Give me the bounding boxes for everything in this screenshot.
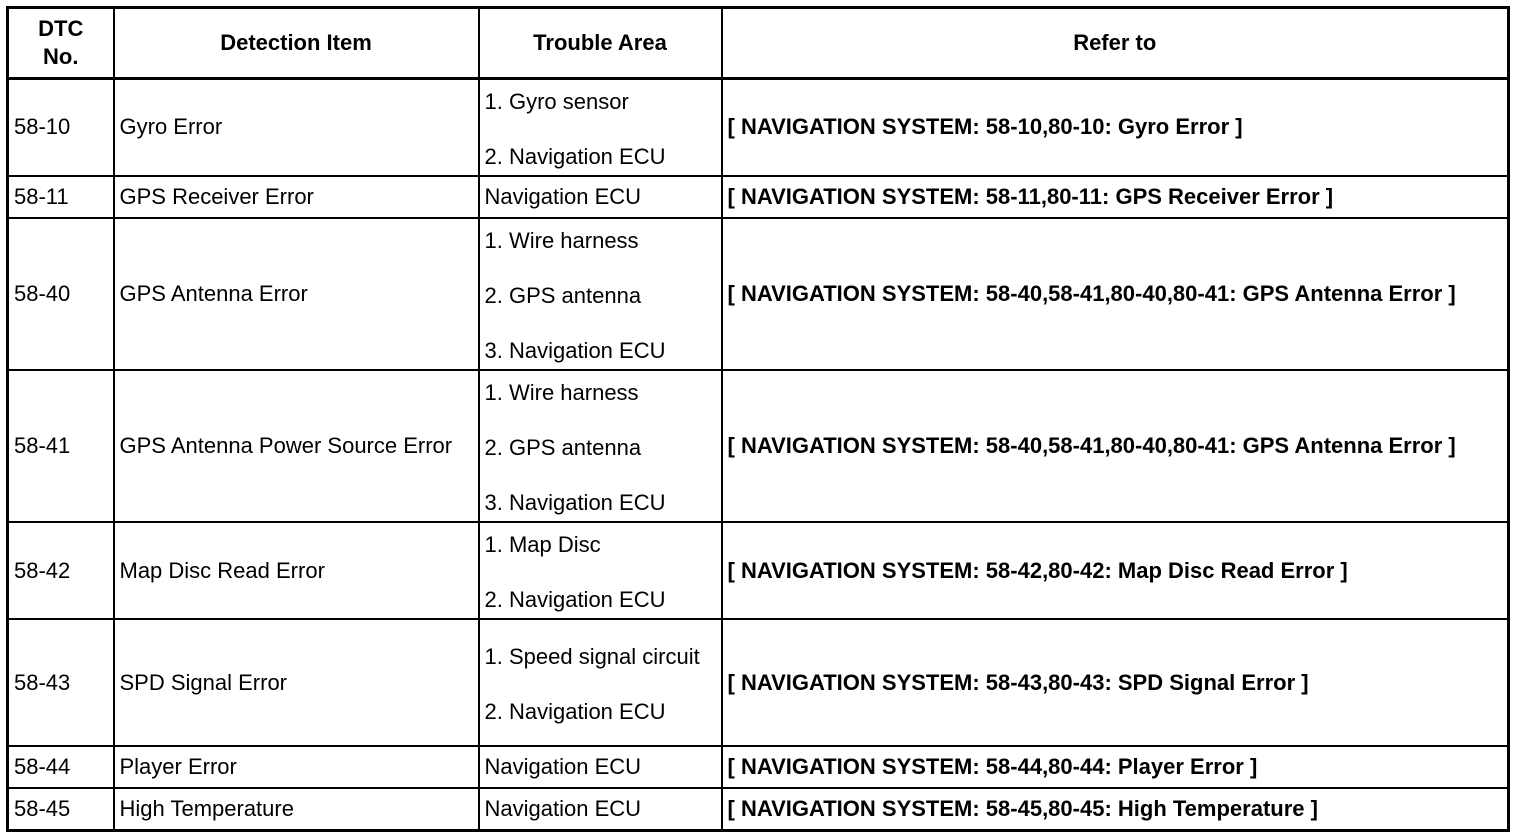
header-dtc-line1: DTC xyxy=(38,16,84,41)
refer-cell: [ NAVIGATION SYSTEM: 58-43,80-43: SPD Signal Error ] xyxy=(722,619,1509,746)
header-row xyxy=(8,8,1509,79)
detection-cell: Gyro Error xyxy=(114,79,479,176)
trouble-cell xyxy=(479,218,722,370)
trouble-item: 2. Navigation ECU xyxy=(484,587,666,613)
trouble-cell: Navigation ECU xyxy=(479,746,722,788)
detection-cell: GPS Antenna Power Source Error xyxy=(114,370,479,522)
header-refer-to: Refer to xyxy=(722,8,1509,79)
trouble-item: 1. Wire harness xyxy=(484,379,639,405)
refer-cell: [ NAVIGATION SYSTEM: 58-10,80-10: Gyro Error ] xyxy=(722,79,1509,176)
dtc-cell: 58-45 xyxy=(8,788,114,830)
trouble-item: 3. Navigation ECU xyxy=(484,337,666,363)
trouble-cell xyxy=(479,79,722,176)
dtc-cell: 58-43 xyxy=(8,619,114,746)
trouble-item: 1. Speed signal circuit xyxy=(484,644,700,670)
header-dtc-line2: No. xyxy=(43,44,79,69)
trouble-cell xyxy=(479,619,722,746)
trouble-item: 2. GPS antenna xyxy=(484,282,642,308)
table-row xyxy=(8,176,1509,218)
trouble-cell xyxy=(479,522,722,619)
header-dtc-no xyxy=(8,8,114,79)
refer-cell: [ NAVIGATION SYSTEM: 58-40,58-41,80-40,80-41: GPS Antenna Error ] xyxy=(722,218,1509,370)
detection-cell: Player Error xyxy=(114,746,479,788)
trouble-item: 2. Navigation ECU xyxy=(484,143,666,169)
detection-cell: GPS Receiver Error xyxy=(114,176,479,218)
trouble-item: 1. Map Disc xyxy=(484,532,601,558)
detection-cell: SPD Signal Error xyxy=(114,619,479,746)
refer-cell: [ NAVIGATION SYSTEM: 58-11,80-11: GPS Receiver Error ] xyxy=(722,176,1509,218)
detection-cell: GPS Antenna Error xyxy=(114,218,479,370)
dtc-cell: 58-11 xyxy=(8,176,114,218)
detection-cell: High Temperature xyxy=(114,788,479,830)
trouble-item: 2. GPS antenna xyxy=(484,434,642,460)
trouble-cell xyxy=(479,370,722,522)
trouble-item: 3. Navigation ECU xyxy=(484,489,666,515)
dtc-cell: 58-44 xyxy=(8,746,114,788)
trouble-cell: Navigation ECU xyxy=(479,176,722,218)
dtc-cell: 58-41 xyxy=(8,370,114,522)
table-row xyxy=(8,218,1509,370)
header-detection-item: Detection Item xyxy=(114,8,479,79)
refer-cell: [ NAVIGATION SYSTEM: 58-42,80-42: Map Disc Read Error ] xyxy=(722,522,1509,619)
table-row xyxy=(8,522,1509,619)
table-row xyxy=(8,788,1509,830)
dtc-cell: 58-42 xyxy=(8,522,114,619)
table-row xyxy=(8,79,1509,176)
refer-cell: [ NAVIGATION SYSTEM: 58-44,80-44: Player Error ] xyxy=(722,746,1509,788)
trouble-item: 1. Wire harness xyxy=(484,227,639,253)
dtc-cell: 58-10 xyxy=(8,79,114,176)
table-row xyxy=(8,619,1509,746)
trouble-item: 1. Gyro sensor xyxy=(484,88,629,114)
table-row xyxy=(8,370,1509,522)
detection-cell: Map Disc Read Error xyxy=(114,522,479,619)
table-row xyxy=(8,746,1509,788)
refer-cell: [ NAVIGATION SYSTEM: 58-40,58-41,80-40,80-41: GPS Antenna Error ] xyxy=(722,370,1509,522)
dtc-cell: 58-40 xyxy=(8,218,114,370)
dtc-table xyxy=(6,6,1510,832)
trouble-item: 2. Navigation ECU xyxy=(484,699,666,725)
refer-cell: [ NAVIGATION SYSTEM: 58-45,80-45: High Temperature ] xyxy=(722,788,1509,830)
trouble-cell: Navigation ECU xyxy=(479,788,722,830)
header-trouble-area: Trouble Area xyxy=(479,8,722,79)
